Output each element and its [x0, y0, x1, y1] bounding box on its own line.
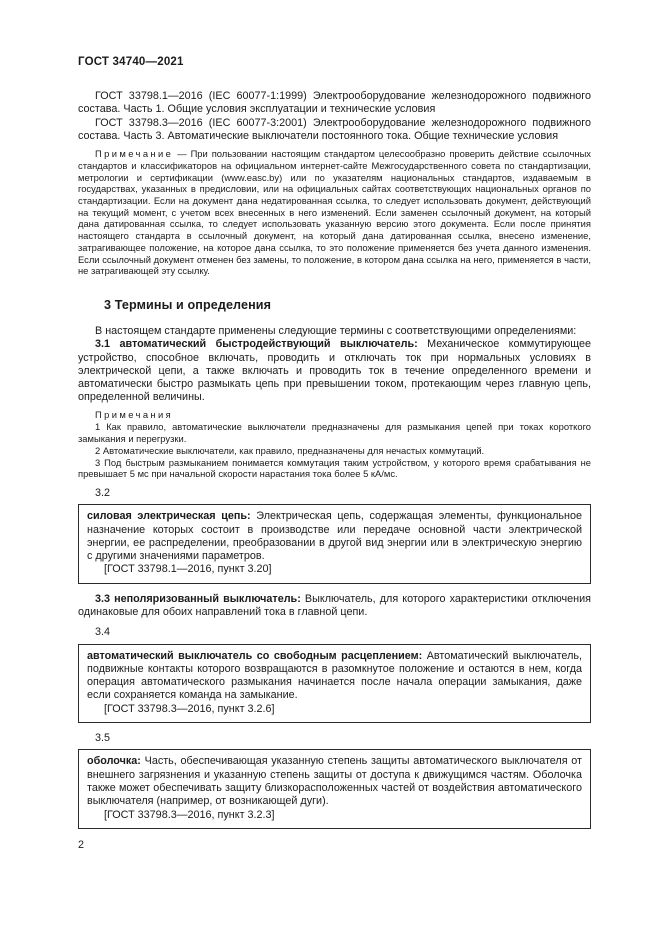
reference-item-2: ГОСТ 33798.3—2016 (IEC 60077-3:2001) Электрооборудование железнодорожного подвижного состава. Часть 3. Автоматические выключатели постоянного тока. Общие технические условия — [78, 116, 591, 142]
term-3-3-lead: 3.3 неполяризованный выключатель: — [95, 592, 301, 605]
references-note — [78, 148, 591, 277]
term-3-4-box — [78, 644, 591, 723]
term-3-2-box — [78, 504, 591, 583]
page-number: 2 — [78, 839, 85, 851]
notes-label: Примечания — [95, 408, 174, 420]
term-3-5-definition: Часть, обеспечивающая указанную степень защиты автоматического выключателя от внешнего загрязнения и указанную степень защиты от доступа к движущимся частям. Оболочка также может обеспечивать защиту близкорасположенных частей от воздействия автоматического выключателя (например, от возникающей дуги). — [87, 755, 582, 808]
term-3-2-term: силовая электрическая цепь: — [87, 510, 251, 523]
term-3-2-paragraph — [87, 510, 582, 563]
doc-number: ГОСТ 34740—2021 — [78, 56, 184, 68]
term-3-5-box — [78, 749, 591, 828]
term-3-1-lead: 3.1 автоматический быстродействующий выключатель: — [95, 338, 418, 351]
section-intro: В настоящем стандарте применены следующие термины с соответствующими определениями: — [95, 324, 577, 337]
term-3-4-definition: Автоматический выключатель, подвижные контакты которого возвращаются в разомкнутое положение и остаются в нем, когда операция автоматического размыкания начинается после начала операции замыкания, даже если сохраняется команда на замыкание. — [87, 649, 582, 702]
reference-item-1: ГОСТ 33798.1—2016 (IEC 60077-1:1999) Электрооборудование железнодорожного подвижного состава. Часть 1. Общие условия эксплуатации и технические условия — [78, 90, 591, 116]
term-3-5-term: оболочка: — [87, 755, 141, 768]
term-3-3-paragraph — [78, 593, 591, 620]
term-3-1-paragraph — [78, 338, 591, 404]
page-content — [78, 90, 591, 829]
term-3-5-number: 3.5 — [95, 732, 111, 745]
term-3-4-paragraph — [87, 650, 582, 703]
term-3-1-definition: Механическое коммутирующее устройство, способное включать, проводить и отключать ток при нормальных условиях в электрической цепи, а также включать и проводить ток в течение определенного времени и автоматически быстро размыкать цепь при превышении током, протекающим через главную цепь, определенной величины. — [78, 338, 591, 404]
term-3-4-source: [ГОСТ 33798.3—2016, пункт 3.2.6] — [104, 702, 275, 715]
term-3-1-notes — [78, 409, 591, 480]
term-3-5-paragraph — [87, 755, 582, 808]
term-3-3-definition: Выключатель, для которого характеристики отключения одинаковые для обоих направлений тока в главной цепи. — [78, 592, 591, 618]
term-3-4-term: автоматический выключатель со свободным расцеплением: — [87, 649, 423, 662]
term-3-2-definition: Электрическая цепь, содержащая элементы, функциональное назначение которых состоит в производстве или передаче основной части электрической энергии, ее распределении, преобразовании в другой вид энергии или в электрическую энергию с другими значениями параметров. — [87, 510, 582, 563]
note-item-2: 2 Автоматические выключатели, как правило, предназначены для нечастых коммутаций. — [95, 444, 485, 456]
term-3-5-source: [ГОСТ 33798.3—2016, пункт 3.2.3] — [104, 808, 275, 821]
references-note-label: Примечание — [95, 148, 174, 160]
section-heading: 3 Термины и определения — [104, 297, 272, 312]
note-item-1: 1 Как правило, автоматические выключатели предназначены для размыкания цепей при токах короткого замыкания и перегрузки. — [78, 421, 591, 445]
term-3-4-number: 3.4 — [95, 626, 111, 639]
term-3-2-source: [ГОСТ 33798.1—2016, пункт 3.20] — [104, 563, 272, 576]
note-item-3: 3 Под быстрым размыканием понимается коммутация таким устройством, у которого время срабатывания не превышает 5 мс при начальной скорости нарастания тока более 5 кА/мс. — [78, 456, 591, 480]
term-3-2-number: 3.2 — [95, 486, 111, 499]
references-note-text: — При пользовании настоящим стандартом целесообразно проверить действие ссылочных стандартов и классификаторов на официальном интернет-сайте Межгосударственного совета по стандартизации, метрологии и сертификации (www.easc.by) или по указателям национальных стандартов, издаваемым в государствах, указанных в предисловии, или на официальных сайтах соответствующих национальных органов по стандартизации. Если на документ дана недатированная ссылка, то следует использовать документ, действующий на текущий момент, с учетом всех внесенных в него изменений. Если заменен ссылочный документ, на который дана датированная ссылка, то следует использовать указанную версию этого документа. Если после принятия настоящего стандарта в ссылочный документ, на который дана датированная ссылка, внесено изменение, затрагивающее положение, на которое дана ссылка, то это положение применяется без учета данного изменения. Если ссылочный документ отменен без замены, то положение, в котором дана ссылка на него, применяется в части, не затрагивающей эту ссылку. — [78, 148, 591, 277]
